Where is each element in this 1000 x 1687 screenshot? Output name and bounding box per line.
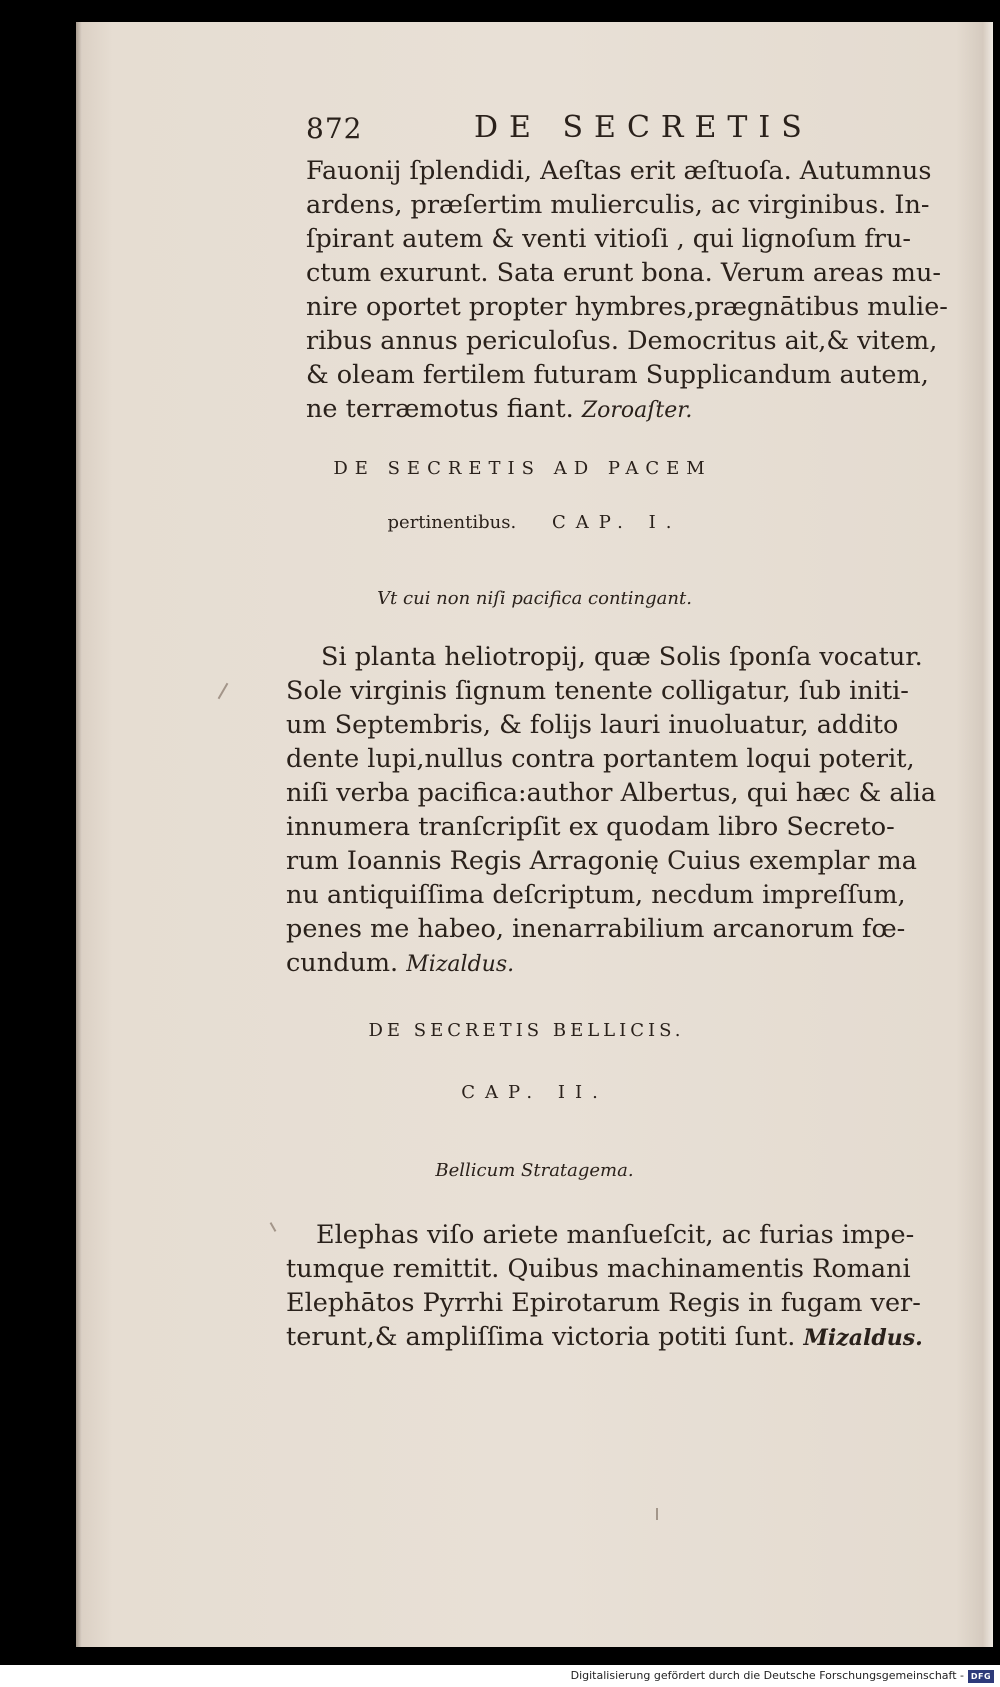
text-line: tumque remittit. Quibus machinamentis Romani: [286, 1254, 911, 1284]
text-line: & oleam fertilem futuram Supplicandum autem,: [306, 360, 929, 390]
chapter-1-heading-continued: pertinentibus.: [387, 512, 517, 533]
chapter-2-label: CAP. II.: [461, 1082, 608, 1103]
text-line: Sole virginis ſignum tenente colligatur, ſub initi-: [286, 676, 909, 706]
text-line: ribus annus periculoſus. Democritus ait,& vitem,: [306, 326, 938, 356]
running-head: DE SECRETIS: [474, 110, 813, 145]
chapter-2-subtitle: Bellicum Stratagema.: [435, 1160, 634, 1181]
text-fragment: cundum.: [286, 948, 399, 978]
text-line: ardens, præſertim mulierculis, ac virginibus. In-: [306, 190, 930, 220]
footer-credit: Digitalisierung gefördert durch die Deutsche Forschungsgemeinschaft -: [570, 1669, 964, 1682]
text-line: ſpirant autem & venti vitioſi , qui lignoſum fru-: [306, 224, 912, 254]
text-fragment: ne terræmotus fiant.: [306, 394, 574, 424]
ink-speck: [656, 1508, 658, 1520]
author-attribution: Mizaldus.: [406, 952, 515, 977]
text-line-last: [286, 946, 946, 982]
page-gutter-shadow: [76, 22, 82, 1647]
ink-speck: [218, 683, 229, 700]
text-line: Fauonij ſplendidi, Aeſtas erit æſtuoſa. Autumnus: [306, 156, 932, 186]
text-fragment: terunt,& ampliſſima victoria potiti ſunt.: [286, 1322, 796, 1352]
book-page: [76, 22, 993, 1647]
text-line: ctum exurunt. Sata erunt bona. Verum areas mu-: [306, 258, 942, 288]
author-attribution: Mizaldus.: [803, 1325, 923, 1351]
text-line: innumera tranſcripſit ex quodam libro Secreto-: [286, 812, 895, 842]
chapter-1-label: CAP. I.: [551, 512, 682, 533]
text-line: Si planta heliotropij, quæ Solis ſponſa vocatur.: [321, 642, 923, 672]
chapter-1-heading-line2: [76, 512, 993, 533]
text-line: um Septembris, & folijs lauri inuoluatur, addito: [286, 710, 899, 740]
text-line: rum Ioannis Regis Arragonię Cuius exemplar ma: [286, 846, 917, 876]
chapter-1-heading: DE SECRETIS AD PACEM: [333, 458, 712, 479]
author-attribution: Zoroaſter.: [581, 398, 693, 423]
text-line: Elephas viſo ariete manſueſcit, ac furias impe-: [316, 1220, 915, 1250]
text-line: penes me habeo, inenarrabilium arcanorum fœ-: [286, 914, 906, 944]
text-line: nire oportet propter hymbres,prægnātibus mulie-: [306, 292, 948, 322]
text-line: niſi verba pacifica:author Albertus, qui hæc & alia: [286, 778, 937, 808]
dfg-logo-icon: DFG: [968, 1670, 994, 1683]
page-edge: [983, 22, 993, 1647]
chapter-1-subtitle: Vt cui non niſi pacifica contingant.: [377, 588, 692, 609]
ink-speck: [270, 1222, 277, 1232]
text-line: Elephātos Pyrrhi Epirotarum Regis in fugam ver-: [286, 1288, 921, 1318]
chapter-2-heading: DE SECRETIS BELLICIS.: [368, 1020, 685, 1041]
text-line-last: [306, 392, 966, 428]
text-line-last: [286, 1320, 946, 1355]
text-line: dente lupi,nullus contra portantem loqui poterit,: [286, 744, 915, 774]
page-number: 872: [306, 112, 363, 145]
digitization-footer: [0, 1667, 1000, 1687]
text-line: nu antiquiſſima deſcriptum, necdum impreſſum,: [286, 880, 906, 910]
